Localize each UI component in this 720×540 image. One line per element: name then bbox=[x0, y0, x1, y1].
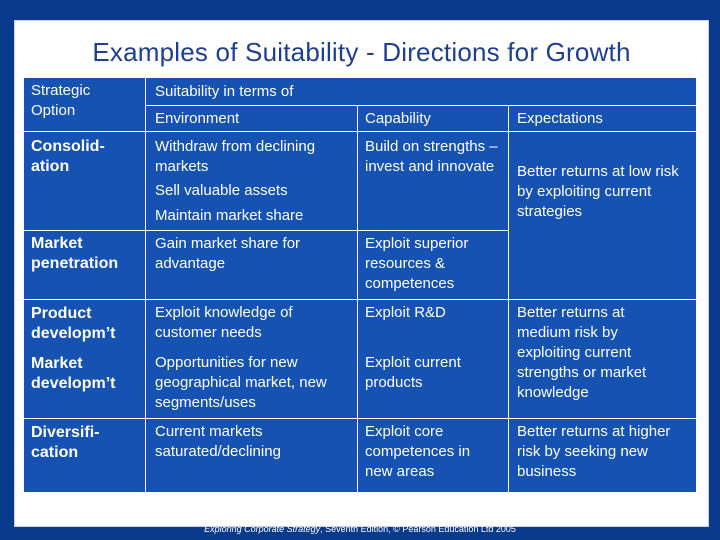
header-suitability: Suitability in terms of bbox=[155, 83, 294, 100]
capability-market-penetration: Exploit superior resources & competences bbox=[365, 235, 469, 292]
footer-edition: , Seventh Edition, © Pearson Education Ltd 2005 bbox=[320, 524, 516, 534]
environment-consolidation-3: Maintain market share bbox=[155, 207, 304, 224]
expectations-higher-risk: Better returns at higher risk by seeking new business bbox=[517, 423, 671, 480]
capability-market-development: Exploit current products bbox=[365, 354, 461, 391]
header-strategic-option: Strategic Option bbox=[31, 82, 91, 119]
option-diversification: Diversifi- cation bbox=[31, 424, 100, 461]
option-consolidation: Consolid- ation bbox=[31, 138, 105, 175]
environment-consolidation-1: Withdraw from declining markets bbox=[155, 138, 316, 175]
environment-consolidation-2: Sell valuable assets bbox=[155, 182, 288, 199]
option-market-penetration: Market penetration bbox=[31, 235, 119, 272]
header-expectations: Expectations bbox=[517, 110, 603, 127]
header-capability: Capability bbox=[365, 110, 431, 127]
divider bbox=[24, 299, 696, 300]
environment-market-penetration: Gain market share for advantage bbox=[155, 235, 301, 272]
footer-book-title: Exploring Corporate Strategy bbox=[204, 524, 321, 534]
capability-product-development: Exploit R&D bbox=[365, 304, 446, 321]
divider bbox=[145, 105, 696, 106]
page-title: Examples of Suitability - Directions for Growth bbox=[92, 37, 631, 67]
expectations-medium-risk: Better returns at medium risk by exploiting current strengths or market knowledge bbox=[517, 304, 647, 401]
divider bbox=[24, 230, 508, 231]
divider bbox=[145, 78, 146, 492]
environment-product-development: Exploit knowledge of customer needs bbox=[155, 304, 293, 341]
environment-diversification: Current markets saturated/declining bbox=[155, 423, 281, 460]
capability-consolidation: Build on strengths – invest and innovate bbox=[365, 138, 498, 175]
environment-market-development: Opportunities for new geographical market, new segments/uses bbox=[155, 354, 327, 411]
expectations-low-risk: Better returns at low risk by exploiting current strategies bbox=[517, 163, 679, 220]
option-market-development: Market developm’t bbox=[31, 355, 116, 392]
divider bbox=[24, 131, 696, 132]
header-environment: Environment bbox=[155, 110, 240, 127]
footer-citation bbox=[0, 524, 720, 534]
option-product-development: Product developm’t bbox=[31, 305, 116, 342]
divider bbox=[24, 418, 696, 419]
capability-diversification: Exploit core competences in new areas bbox=[365, 423, 471, 480]
